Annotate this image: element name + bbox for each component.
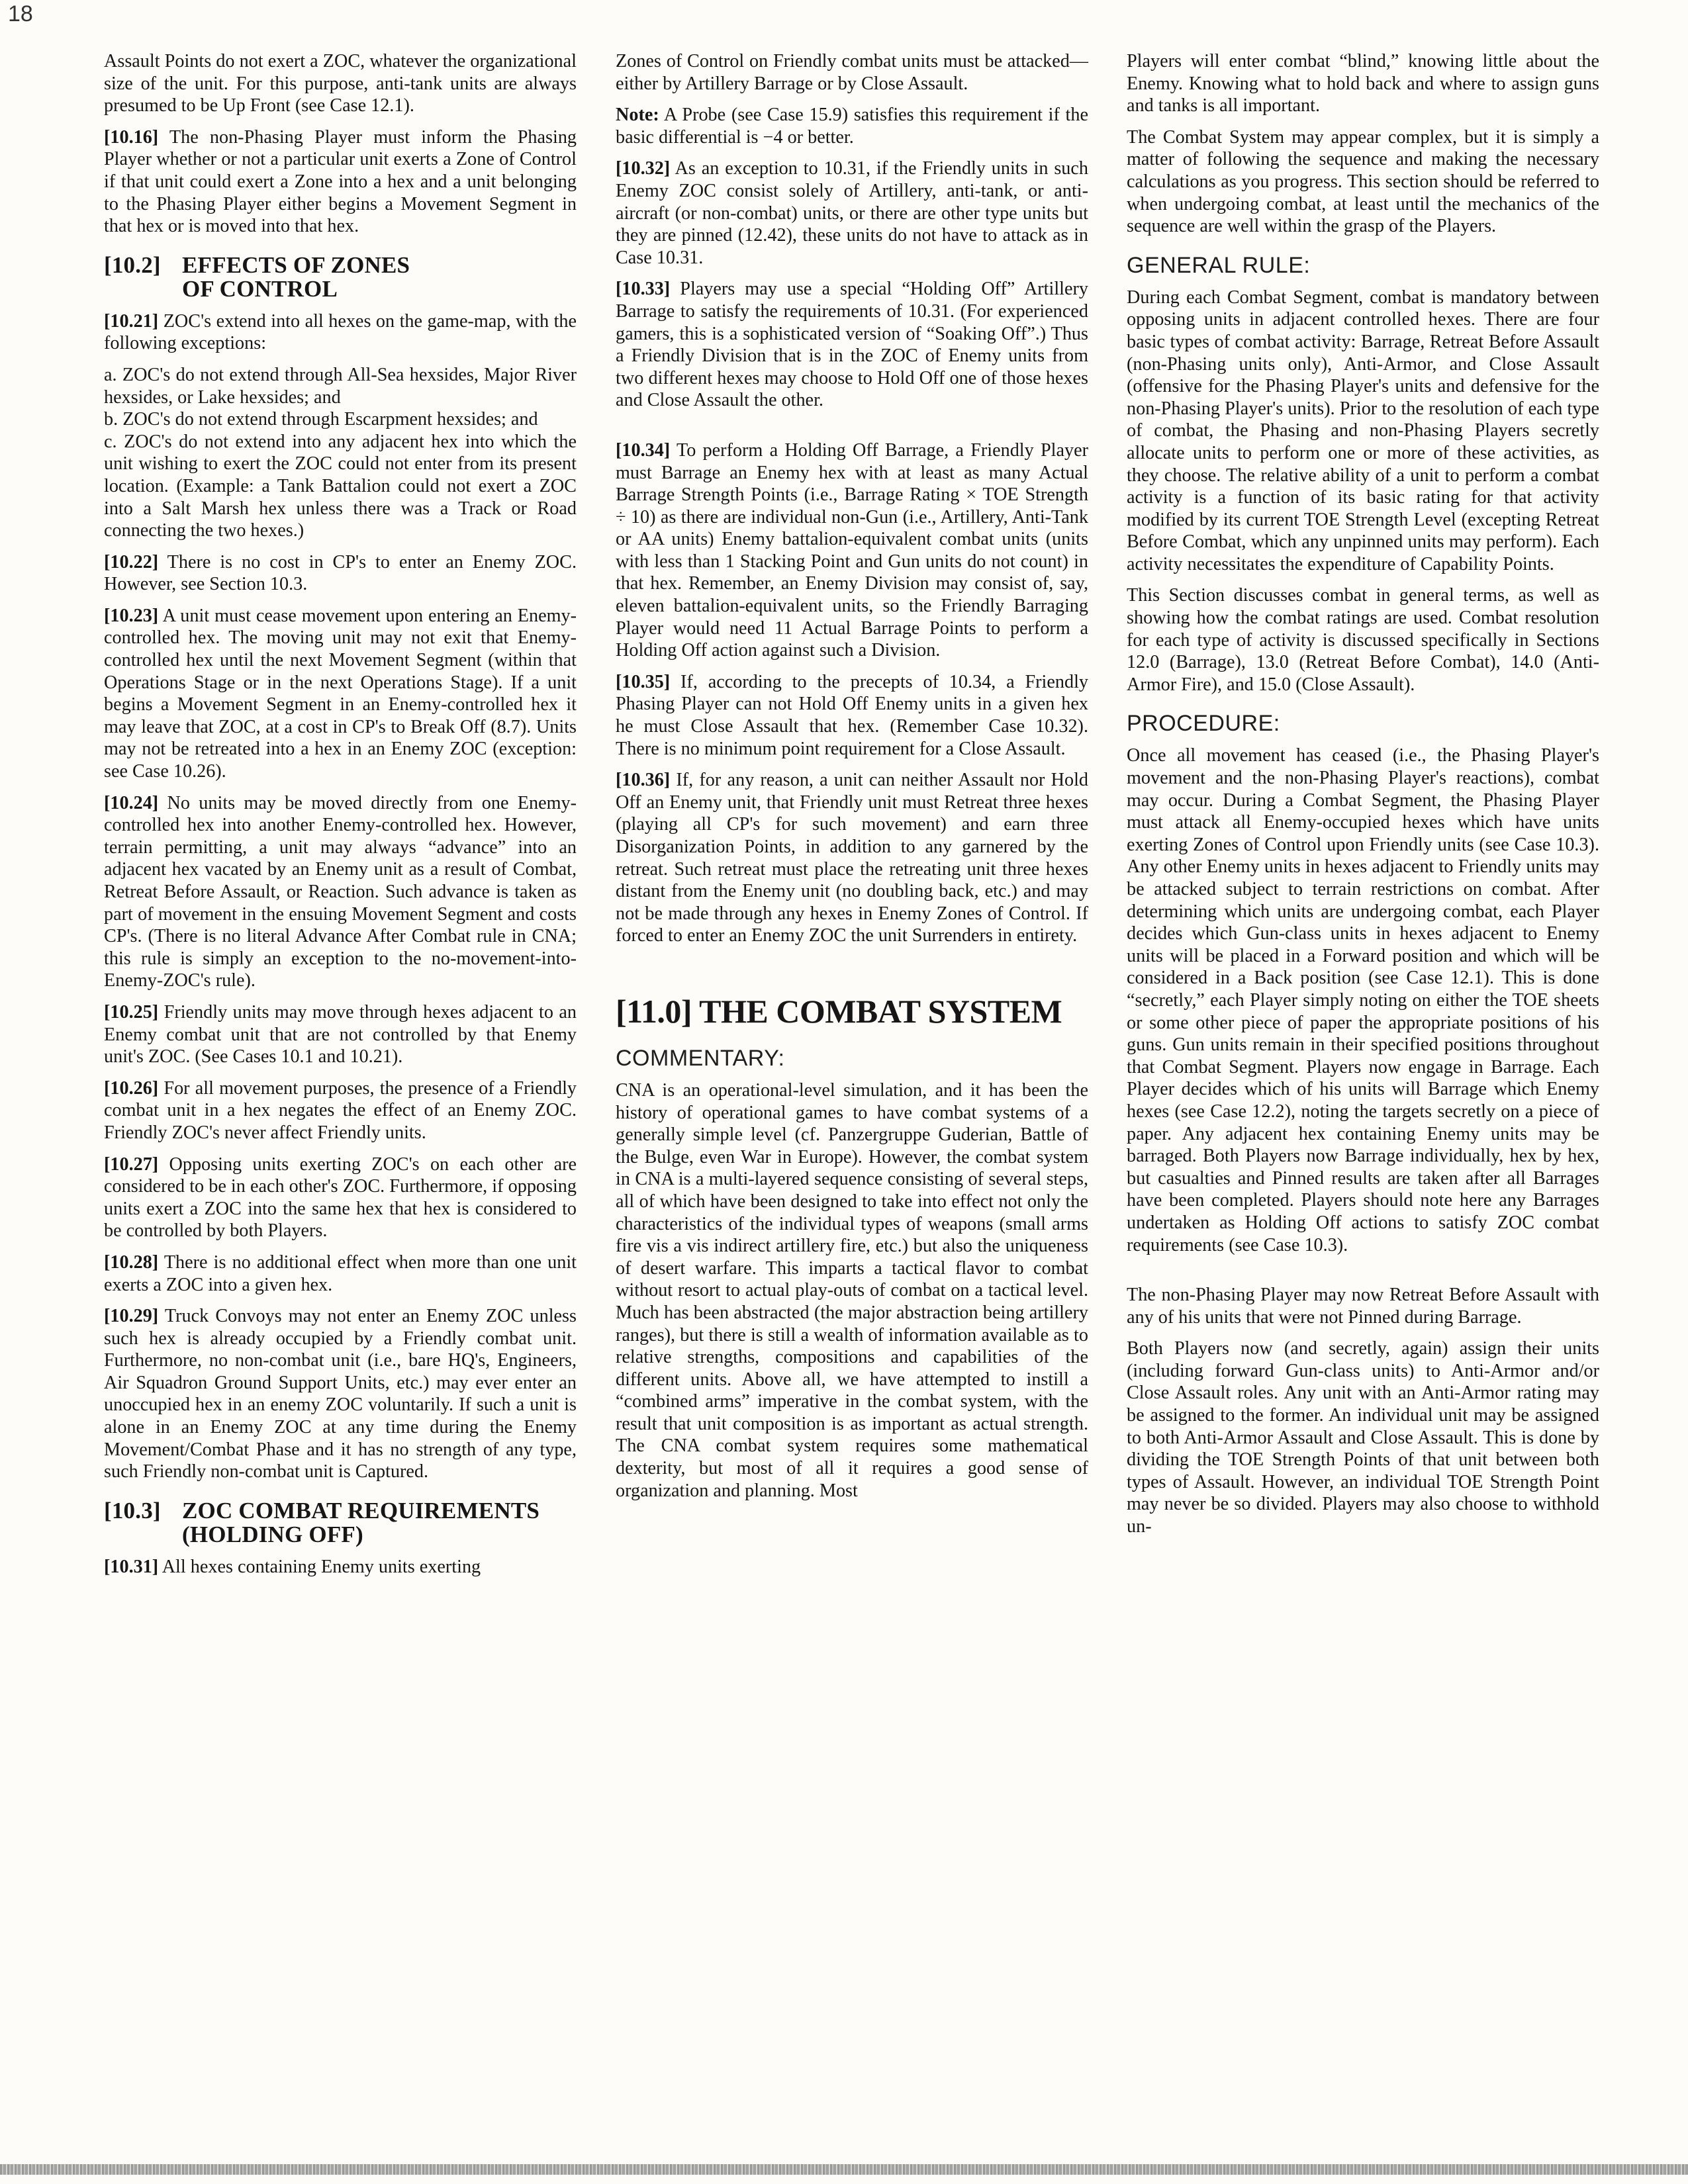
spacer — [616, 956, 1088, 975]
paragraph-text: A unit must cease movement upon entering an Enemy-controlled hex. The moving unit may not exit that Enemy-controlled hex until the next Movement Segment (within that Operations Stage or in the next Operations Stage). If a unit begins a Movement Segment in an Enemy-controlled hex it may leave that ZOC, at a cost in CP's to Break Off (8.7). Units may not be retreated into a hex in an Enemy ZOC (exception: see Case 10.26). — [104, 605, 577, 782]
paragraph — [1127, 126, 1599, 238]
list-item: a. ZOC's do not extend through All-Sea hexsides, Major River hexsides, or Lake hexsides; and — [104, 364, 577, 408]
column-2 — [616, 50, 1088, 1511]
paragraph-text: The Combat System may appear complex, but it is simply a matter of following the sequence and making the necessary calculations as you progress. This section should be referred to when undergoing combat, at least until the mechanics of the sequence are well within the grasp of the Players. — [1127, 126, 1599, 237]
paragraph-text: Assault Points do not exert a ZOC, whatever the organizational size of the unit. For this purpose, anti-tank units are always presumed to be Up Front (see Case 12.1). — [104, 51, 577, 116]
case-number: [10.25] — [104, 1001, 159, 1023]
case-number: [10.36] — [616, 770, 671, 791]
paragraph-text: If, for any reason, a unit can neither Assault nor Hold Off an Enemy unit, that Friendly unit must Retreat three hexes (playing all CP's for such movement) and earn three Disorganization Points, in addition to any garnered by the retreat. Such retreat must place the retreating unit three hexes distant from the Enemy unit (no doubling back, etc.) and may not be made through any hexes in Enemy Zones of Control. If forced to enter an Enemy ZOC the unit Surrenders in entirety. — [616, 770, 1088, 946]
rule-case — [616, 769, 1088, 947]
paragraph-text: Opposing units exerting ZOC's on each other are considered to be in each other's ZOC. Furthermore, if opposing units exert a ZOC into the same hex that hex is considered to be controlled by both Players. — [104, 1154, 577, 1242]
paragraph-text: This Section discusses combat in general terms, as well as showing how the combat ratings are used. Combat resolution for each type of activity is discussed specifically in Sections 12.0 (Barrage), 13.0 (Retreat Before Combat), 14.0 (Anti-Armor Fire), and 15.0 (Close Assault). — [1127, 585, 1599, 695]
case-number: [10.21] — [104, 310, 159, 332]
paragraph-text: There is no cost in CP's to enter an Enemy ZOC. However, see Section 10.3. — [104, 551, 577, 595]
rule-case — [104, 1154, 577, 1242]
rule-case — [616, 439, 1088, 662]
paragraph-text: During each Combat Segment, combat is mandatory between opposing units in adjacent controlled hexes. There are four basic types of combat activity: Barrage, Retreat Before Assault (non-Phasing units only), Anti-Armor, and Close Assault (offensive for the Phasing Player's units and defensive for the non-Phasing Player's units). Prior to the resolution of each type of combat, the Phasing and non-Phasing Players secretly allocate units to perform one or more of these activities, as they choose. The relative ability of a unit to perform a combat activity is a function of its basic rating for that activity modified by its current TOE Strength Level (excepting Retreat Before Combat, which any unpinned units may perform). Each activity necessitates the expenditure of Capability Points. — [1127, 287, 1599, 574]
paragraph-text: Both Players now (and secretly, again) assign their units (including forward Gun-class units) to Anti-Armor and/or Close Assault roles. Any unit with an Anti-Armor rating may be assigned to the former. An individual unit may be assigned to both Anti-Armor Assault and Close Assault. This is done by dividing the TOE Strength Points of that unit between both types of Assault. However, an individual TOE Strength Point may never be so divided. Players may also choose to withhold un- — [1127, 1338, 1599, 1537]
paragraph — [104, 50, 577, 117]
paragraph-text: Friendly units may move through hexes adjacent to an Enemy combat unit that are not controlled by that Enemy unit's ZOC. (See Cases 10.1 and 10.21). — [104, 1001, 577, 1068]
case-number: [10.26] — [104, 1077, 159, 1099]
case-number: [10.34] — [616, 439, 671, 461]
section-heading — [104, 253, 577, 301]
paragraph-text: All hexes containing Enemy units exerting — [162, 1556, 481, 1577]
section-title-line-2: (HOLDING OFF) — [182, 1521, 363, 1547]
case-number: [10.31] — [104, 1556, 159, 1577]
paragraph — [616, 1079, 1088, 1502]
paragraph — [1127, 1338, 1599, 1537]
page-number: 18 — [8, 1, 33, 26]
rule-case — [104, 126, 577, 238]
column-3 — [1127, 50, 1599, 1547]
paragraph-text: For all movement purposes, the presence of a Friendly combat unit in a hex negates the effect of an Enemy ZOC. Friendly ZOC's never affect Friendly units. — [104, 1077, 577, 1143]
paragraph — [1127, 1284, 1599, 1328]
list-item: b. ZOC's do not extend through Escarpment hexsides; and — [104, 409, 538, 430]
paragraph-text: Truck Convoys may not enter an Enemy ZOC unless such hex is already occupied by a Friendly combat unit. Furthermore, no non-combat unit (i.e., bare HQ's, Engineers, Air Squadron Ground Support Units, etc.) may ever enter an unoccupied hex in an enemy ZOC voluntarily. If such a unit is alone in an Enemy ZOC at any time during the Enemy Movement/Combat Phase and it has no strength of any type, such Friendly non-combat unit is Captured. — [104, 1306, 577, 1482]
section-title-line-1: ZOC COMBAT REQUIREMENTS — [182, 1497, 540, 1524]
rule-case — [104, 1305, 577, 1483]
paragraph-text: The non-Phasing Player must inform the Phasing Player whether or not a particular unit exerts a Zone of Control if that unit could exert a Zone into a hex and a unit belonging to the Phasing Player either begins a Movement Segment in that hex or is moved into that hex. — [104, 126, 577, 237]
section-number: [10.3] — [104, 1497, 161, 1524]
rule-case — [616, 104, 1088, 148]
subheading: PROCEDURE: — [1127, 711, 1280, 737]
subheading: COMMENTARY: — [616, 1045, 785, 1071]
section-title-line-1: EFFECTS OF ZONES — [182, 251, 410, 278]
list-item: c. ZOC's do not extend into any adjacent hex into which the unit wishing to exert the ZOC could not enter from its present location. (Example: a Tank Battalion could not exert a ZOC into a Salt Marsh hex unless there was a Track or Road connecting the two hexes.) — [104, 431, 577, 541]
rule-case — [104, 1077, 577, 1144]
subheading: GENERAL RULE: — [1127, 252, 1311, 278]
case-number: [10.32] — [616, 158, 671, 179]
paragraph — [616, 50, 1088, 95]
section-number: [10.2] — [104, 251, 161, 278]
rule-case — [616, 278, 1088, 412]
paragraph-text: Once all movement has ceased (i.e., the Phasing Player's movement and the non-Phasing Player's reactions), combat may occur. During a Combat Segment, the Phasing Player must attack all Enemy-occupied hexes which have units exerting Zones of Control upon Friendly units (see Case 10.3). Any other Enemy units in hexes adjacent to Friendly units may be attacked subject to terrain restrictions on combat. After determining which units are undergoing combat, each Player decides which Gun-class units in hexes adjacent to Enemy units will be placed in a Forward position and which will be considered in a Back position (see Case 12.1). This is done “secretly,” each Player simply noting on either the TOE sheets or some other piece of paper the appropriate positions of his guns. Gun units remain in their specified positions throughout that Combat Segment. Players now engage in Barrage. Each Player decides which of his units will Barrage which Enemy hexes (see Case 12.2), noting the targets secretly on a piece of paper. Any adjacent hex containing Enemy units may be barraged. Both Players now Barrage individually, hex by hex, but casualties and Pinned results are taken after all Barrages have been completed. Players should note here any Barrages undertaken as Holding Off actions to satisfy ZOC combat requirements (see Case 10.3). — [1127, 745, 1599, 1255]
case-number: [10.23] — [104, 605, 159, 626]
section-title-line-2: OF CONTROL — [182, 275, 338, 302]
rule-case — [104, 310, 577, 355]
spacer — [616, 421, 1088, 439]
case-number: [10.22] — [104, 551, 159, 572]
case-number: [10.28] — [104, 1251, 159, 1273]
case-number: [10.27] — [104, 1154, 159, 1175]
main-section-heading: [11.0] THE COMBAT SYSTEM — [616, 992, 1062, 1030]
exception-list — [104, 364, 577, 542]
rule-case — [616, 671, 1088, 760]
section-heading — [104, 1499, 577, 1547]
paragraph-text: CNA is an operational-level simulation, and it has been the history of operational games to have combat systems of a generally simple level (cf. Panzergruppe Guderian, Battle of the Bulge, even War in Europe). However, the combat system in CNA is a multi-layered sequence consisting of several steps, all of which have been designed to take into effect not only the characteristics of the individual types of weapons (small arms fire vis a vis indirect artillery fire, etc.) but also the uniqueness of desert warfare. This imparts a tactical flavor to combat without resort to actual play-outs of combat on a tactical level. Much has been abstracted (the major abstraction being artillery ranges), but there is still a wealth of information available as to relative strengths, compositions and capabilities of the different units. Above all, we have attempted to instill a “combined arms” imperative in the combat system, with the result that unit composition is as important as actual strength. The CNA combat system requires some mathematical dexterity, but most of all it requires a good sense of organization and planning. Most — [616, 1079, 1088, 1501]
scan-edge — [0, 2164, 1688, 2175]
column-1 — [104, 50, 577, 1587]
rule-case — [104, 1251, 577, 1296]
paragraph-text: Zones of Control on Friendly combat units must be attacked—either by Artillery Barrage or by Close Assault. — [616, 51, 1088, 94]
case-number: [10.35] — [616, 671, 671, 692]
case-number: [10.16] — [104, 126, 159, 148]
rule-case — [616, 158, 1088, 269]
paragraph-text: As an exception to 10.31, if the Friendly units in such Enemy ZOC consist solely of Artillery, anti-tank, or anti-aircraft (or non-combat) units, or there are other type units but they are pinned (12.42), these units do not have to attack as in Case 10.31. — [616, 158, 1088, 268]
case-number: [10.29] — [104, 1306, 159, 1327]
paragraph-text: Players may use a special “Holding Off” Artillery Barrage to satisfy the requirements of 10.31. (For experienced gamers, this is a sophisticated version of “Soaking Off”.) Thus a Friendly Division that is in the ZOC of Enemy units from two different hexes may choose to Hold Off one of those hexes and Close Assault the other. — [616, 279, 1089, 411]
case-number: [10.24] — [104, 792, 159, 813]
paragraph-text: The non-Phasing Player may now Retreat Before Assault with any of his units that were not Pinned during Barrage. — [1127, 1285, 1599, 1328]
paragraph — [1127, 50, 1599, 117]
rule-case — [104, 605, 577, 783]
paragraph — [1127, 584, 1599, 696]
paragraph-text: No units may be moved directly from one Enemy-controlled hex into another Enemy-controlled hex. However, terrain permitting, a unit may always “advance” into an adjacent hex vacated by an Enemy unit as a result of Combat, Retreat Before Assault, or Reaction. Such advance is taken as part of movement in the ensuing Movement Segment and costs CP's. (There is no literal Advance After Combat rule in CNA; this rule is simply an exception to the no-movement-into-Enemy-ZOC's rule). — [104, 792, 577, 991]
rule-case — [104, 1556, 577, 1578]
rule-case — [104, 1001, 577, 1068]
paragraph-text: To perform a Holding Off Barrage, a Friendly Player must Barrage an Enemy hex with at least as many Actual Barrage Strength Points (i.e., Barrage Rating × TOE Strength ÷ 10) as there are individual non-Gun (i.e., Artillery, Anti-Tank or AA units) Enemy battalion-equivalent combat units (units with less than 1 Stacking Point and Gun units do not count) in that hex. Remember, an Enemy Division may consist of, say, eleven battalion-equivalent units, so the Friendly Barraging Player would need 11 Actual Barrage Points to perform a Holding Off action against such a Division. — [616, 439, 1088, 661]
rule-case — [104, 551, 577, 596]
paragraph — [1127, 287, 1599, 576]
case-number: [10.33] — [616, 279, 671, 300]
paragraph-text: Players will enter combat “blind,” knowing little about the Enemy. Knowing what to hold back and where to assign guns and tanks is all important. — [1127, 51, 1599, 116]
spacer — [1127, 1265, 1599, 1284]
rule-case — [104, 792, 577, 992]
paragraph-text: There is no additional effect when more than one unit exerts a ZOC into a given hex. — [104, 1251, 577, 1295]
paragraph-text: ZOC's extend into all hexes on the game-map, with the following exceptions: — [104, 310, 577, 354]
paragraph — [1127, 745, 1599, 1256]
paragraph-text: If, according to the precepts of 10.34, a Friendly Phasing Player can not Hold Off Enemy units in a given hex he must Close Assault that hex. (Remember Case 10.32). There is no minimum point requirement for a Close Assault. — [616, 671, 1088, 759]
paragraph-text: A Probe (see Case 15.9) satisfies this requirement if the basic differential is −4 or better. — [616, 105, 1088, 148]
case-number: Note: — [616, 105, 659, 126]
